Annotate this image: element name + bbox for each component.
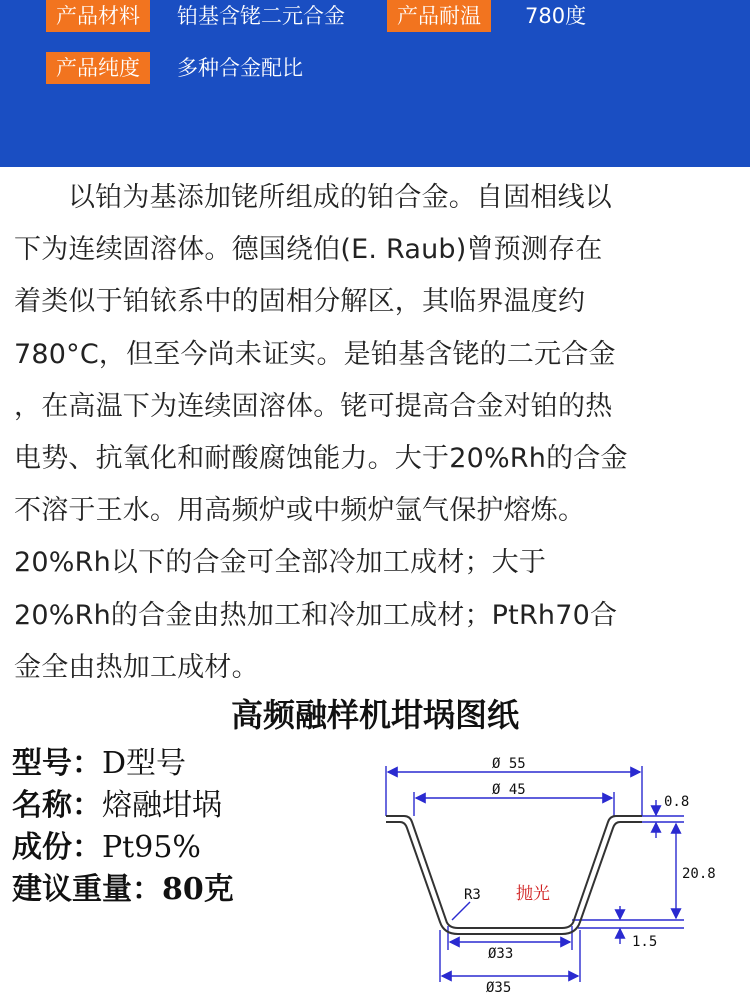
- spec-value: Pt95%: [102, 830, 201, 865]
- spec-value: 80克: [162, 872, 234, 907]
- dim-top-inner: Ø 45: [492, 782, 526, 798]
- dim-rim: 0.8: [664, 794, 690, 810]
- purity-tag: 产品纯度: [46, 52, 150, 84]
- description-line: 不溶于王水。用高频炉或中频炉氩气保护熔炼。: [14, 495, 586, 527]
- description-line: 780°C，但至今尚未证实。是铂基含铑的二元合金: [14, 338, 616, 370]
- dim-radius: R3: [464, 887, 481, 903]
- description-line: 20%Rh以下的合金可全部冷加工成材；大于: [14, 547, 547, 579]
- description-line: ，在高温下为连续固溶体。铑可提高合金对铂的热: [14, 390, 613, 422]
- description-line: 下为连续固溶体。德国绕伯(E. Raub)曾预测存在: [14, 234, 603, 266]
- spec-label: 成份：: [12, 830, 102, 865]
- material-tag: 产品材料: [46, 0, 150, 32]
- temperature-value: 780度: [525, 4, 587, 28]
- dim-base: 1.5: [632, 934, 658, 950]
- spec-value: 熔融坩埚: [102, 788, 222, 823]
- description-line: 电势、抗氧化和耐酸腐蚀能力。大于20%Rh的合金: [14, 443, 628, 475]
- description-line: 20%Rh的合金由热加工和冷加工成材；PtRh70合: [14, 599, 618, 631]
- temperature-tag: 产品耐温: [387, 0, 491, 32]
- description-line: 金全由热加工成材。: [14, 651, 259, 683]
- purity-value: 多种合金配比: [177, 56, 303, 80]
- crucible-body: [386, 816, 642, 934]
- description-line: 以铂为基添加铑所组成的铂合金。自固相线以: [68, 182, 612, 213]
- spec-label: 名称：: [12, 788, 102, 823]
- material-value: 铂基含铑二元合金: [177, 4, 345, 28]
- spec-value: D型号: [102, 746, 187, 781]
- description-line: 着类似于铂铱系中的固相分解区，其临界温度约: [14, 286, 586, 318]
- dim-height: 20.8: [682, 866, 716, 882]
- spec-label: 型号：: [12, 746, 102, 781]
- dim-top-outer: Ø 55: [492, 756, 526, 772]
- dim-bottom-outer: Ø35: [486, 980, 512, 996]
- polish-note: 抛光: [516, 884, 550, 904]
- spec-label: 建议重量：: [12, 872, 162, 907]
- dim-bottom-inner: Ø33: [488, 946, 514, 962]
- drawing-title: 高频融样机坩埚图纸: [230, 696, 519, 734]
